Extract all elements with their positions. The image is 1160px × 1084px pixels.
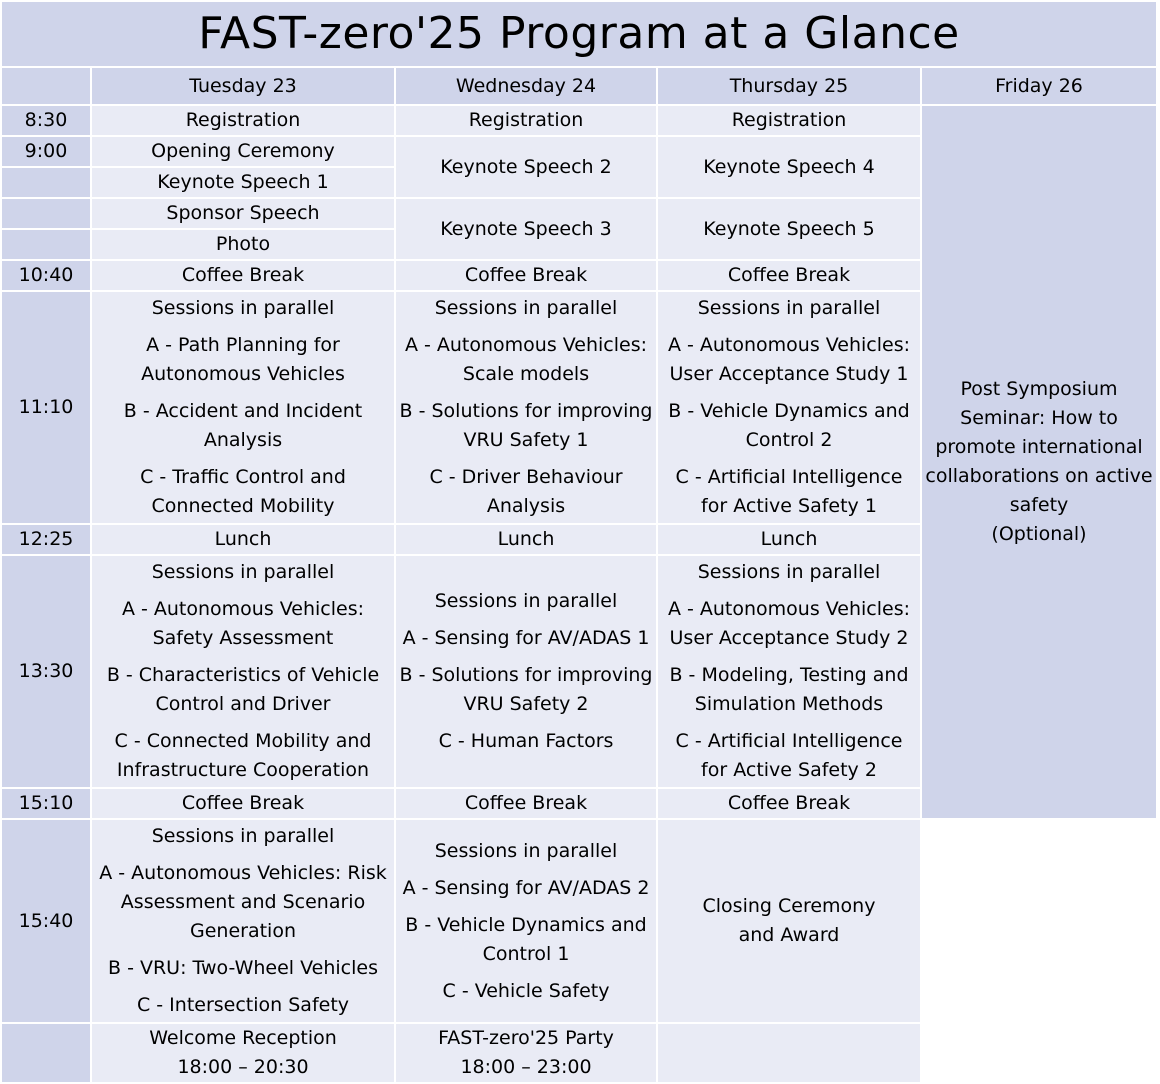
wednesday-party	[396, 1024, 656, 1082]
session-b: B - Characteristics of Vehicle Control and Driver	[106, 664, 380, 715]
wednesday-coffee-break-2: Coffee Break	[396, 789, 656, 818]
session-a: A - Autonomous Vehicles: Safety Assessment	[121, 598, 365, 649]
thursday-lunch: Lunch	[658, 525, 920, 554]
time-slot: 10:40	[2, 261, 90, 290]
time-slot-empty	[2, 168, 90, 197]
session-block-title: Sessions in parallel	[434, 839, 618, 862]
session-c: C - Vehicle Safety	[442, 979, 610, 1002]
tuesday-keynote-1: Keynote Speech 1	[92, 168, 394, 197]
session-b: B - VRU: Two-Wheel Vehicles	[108, 957, 378, 979]
tuesday-coffee-break-1: Coffee Break	[92, 261, 394, 290]
session-a: A - Sensing for AV/ADAS 2	[402, 876, 650, 899]
session-block-title: Sessions in parallel	[151, 825, 335, 847]
session-b: B - Solutions for improving VRU Safety 1	[399, 400, 653, 451]
wednesday-registration: Registration	[396, 106, 656, 135]
time-slot: 9:00	[2, 137, 90, 166]
session-c: C - Artificial Intelligence for Active Safety 2	[675, 730, 903, 781]
tuesday-lunch: Lunch	[92, 525, 394, 554]
session-c: C - Driver Behaviour Analysis	[429, 466, 623, 517]
wednesday-afternoon-sessions	[396, 556, 656, 787]
time-slot-empty	[2, 1024, 90, 1082]
session-a: A - Path Planning for Autonomous Vehicles	[141, 334, 345, 385]
session-b: B - Vehicle Dynamics and Control 2	[668, 400, 910, 451]
session-c: C - Artificial Intelligence for Active Safety 1	[675, 466, 903, 517]
session-block-title: Sessions in parallel	[697, 297, 881, 319]
time-slot: 12:25	[2, 525, 90, 554]
session-c: C - Traffic Control and Connected Mobility	[140, 466, 346, 517]
thursday-keynote-5: Keynote Speech 5	[658, 199, 920, 259]
session-block-title: Sessions in parallel	[151, 297, 335, 319]
session-block-title: Sessions in parallel	[434, 590, 618, 612]
tuesday-opening-ceremony: Opening Ceremony	[92, 137, 394, 166]
wednesday-keynote-3: Keynote Speech 3	[396, 199, 656, 259]
tuesday-welcome-reception	[92, 1024, 394, 1082]
day-header-tuesday: Tuesday 23	[92, 68, 394, 104]
time-slot-empty	[2, 199, 90, 228]
tuesday-afternoon-sessions	[92, 556, 394, 787]
session-b: B - Solutions for improving VRU Safety 2	[399, 664, 653, 715]
time-slot: 13:30	[2, 556, 90, 787]
thursday-closing-ceremony	[658, 820, 920, 1022]
time-slot: 8:30	[2, 106, 90, 135]
thursday-afternoon-sessions	[658, 556, 920, 787]
day-header-wednesday: Wednesday 24	[396, 68, 656, 104]
corner-cell	[2, 68, 90, 104]
session-a: A - Sensing for AV/ADAS 1	[402, 627, 650, 649]
friday-post-symposium-seminar	[922, 106, 1156, 818]
time-slot: 15:10	[2, 789, 90, 818]
time-slot: 11:10	[2, 292, 90, 523]
tuesday-late-sessions	[92, 820, 394, 1022]
day-header-thursday: Thursday 25	[658, 68, 920, 104]
thursday-coffee-break-2: Coffee Break	[658, 789, 920, 818]
wednesday-late-sessions	[396, 820, 656, 1022]
session-b: B - Vehicle Dynamics and Control 1	[405, 913, 647, 965]
thursday-morning-sessions	[658, 292, 920, 523]
wednesday-keynote-2: Keynote Speech 2	[396, 137, 656, 197]
time-slot-empty	[2, 230, 90, 259]
session-c: C - Intersection Safety	[136, 994, 350, 1016]
day-header-friday: Friday 26	[922, 68, 1156, 104]
session-block-title: Sessions in parallel	[697, 561, 881, 583]
session-c: C - Connected Mobility and Infrastructure Cooperation	[114, 730, 372, 781]
wednesday-morning-sessions	[396, 292, 656, 523]
tuesday-coffee-break-2: Coffee Break	[92, 789, 394, 818]
tuesday-sponsor-speech: Sponsor Speech	[92, 199, 394, 228]
thursday-empty-evening	[658, 1024, 920, 1082]
thursday-registration: Registration	[658, 106, 920, 135]
session-a: A - Autonomous Vehicles: Scale models	[404, 334, 648, 385]
session-a: A - Autonomous Vehicles: Risk Assessment and Scenario Generation	[99, 862, 387, 942]
thursday-keynote-4: Keynote Speech 4	[658, 137, 920, 197]
wednesday-lunch: Lunch	[396, 525, 656, 554]
tuesday-registration: Registration	[92, 106, 394, 135]
tuesday-morning-sessions	[92, 292, 394, 523]
closing-ceremony-text: Closing Ceremony and Award	[702, 895, 876, 946]
welcome-reception-text: Welcome Reception 18:00 – 20:30	[149, 1027, 337, 1078]
session-a: A - Autonomous Vehicles: User Acceptance Study 1	[667, 334, 911, 385]
tuesday-photo: Photo	[92, 230, 394, 259]
party-text: FAST-zero'25 Party 18:00 – 23:00	[438, 1027, 614, 1078]
session-c: C - Human Factors	[438, 730, 614, 752]
page-title: FAST-zero'25 Program at a Glance	[2, 2, 1156, 66]
session-b: B - Accident and Incident Analysis	[123, 400, 363, 451]
time-slot: 15:40	[2, 820, 90, 1022]
session-a: A - Autonomous Vehicles: User Acceptance Study 2	[667, 598, 911, 649]
wednesday-coffee-break-1: Coffee Break	[396, 261, 656, 290]
thursday-coffee-break-1: Coffee Break	[658, 261, 920, 290]
session-block-title: Sessions in parallel	[434, 297, 618, 319]
session-b: B - Modeling, Testing and Simulation Methods	[669, 664, 909, 715]
friday-seminar-text: Post Symposium Seminar: How to promote international collaborations on active safety (Optional)	[925, 378, 1153, 545]
session-block-title: Sessions in parallel	[151, 561, 335, 583]
